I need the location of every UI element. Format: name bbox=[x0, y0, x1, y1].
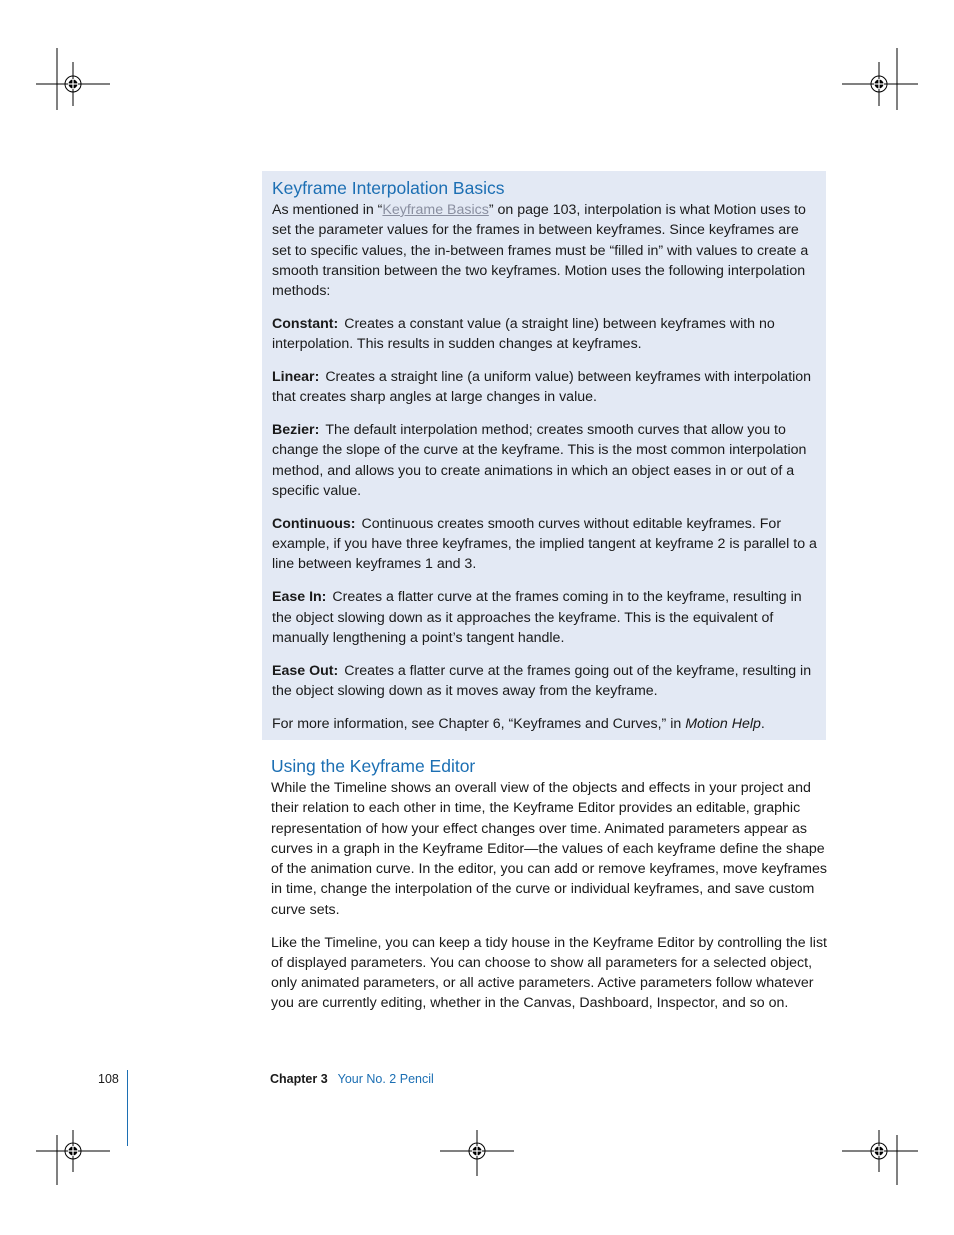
main-section bbox=[271, 754, 827, 1014]
chapter-label: Chapter 3 bbox=[270, 1072, 328, 1086]
term-label: Bezier: bbox=[272, 422, 320, 439]
sidebar-intro bbox=[272, 200, 818, 301]
more-info-text: For more information, see Chapter 6, “Keyframes and Curves,” in bbox=[272, 715, 686, 732]
motion-help-title: Motion Help bbox=[685, 715, 761, 732]
keyframe-basics-link[interactable]: Keyframe Basics bbox=[382, 202, 489, 218]
term-continuous bbox=[272, 514, 818, 575]
more-info-end: . bbox=[760, 715, 765, 732]
intro-text-before: As mentioned in “ bbox=[272, 202, 383, 218]
term-description: Continuous creates smooth curves without editable keyframes. For example, if you have three keyframes, the implied tangent at keyframe 2 is parallel to a line between keyframes 1 and 3. bbox=[272, 515, 817, 573]
term-linear bbox=[272, 367, 818, 408]
interpolation-sidebar bbox=[262, 171, 826, 740]
term-label: Ease In: bbox=[272, 589, 327, 606]
term-description: The default interpolation method; creates smooth curves that allow you to change the slope of the curve at the keyframe. This is the most common interpolation method, and allows you to create animations in which an object eases in or out of a specific value. bbox=[272, 422, 807, 500]
page-number: 108 bbox=[98, 1072, 119, 1086]
term-label: Continuous: bbox=[272, 515, 356, 532]
term-constant bbox=[272, 314, 818, 355]
term-description: Creates a flatter curve at the frames going out of the keyframe, resulting in the object slowing down as it moves away from the keyframe. bbox=[272, 662, 812, 699]
body-paragraph: Like the Timeline, you can keep a tidy house in the Keyframe Editor by controlling the list of displayed parameters. You can choose to show all parameters for a selected object, only animated parameters, or all active parameters. Active parameters follow whatever you are currently editing, whether in the Canvas, Dashboard, Inspector, and so on. bbox=[271, 934, 827, 1012]
intro-text-after: ” on page 103, interpolation is what Motion uses to set the parameter values for the frames in between keyframes. Since keyframes are set to specific values, the in-between frames must be “filled in” with values to create a smooth transition between the two keyframes. Motion uses the following interpolation methods: bbox=[272, 202, 809, 300]
term-bezier bbox=[272, 420, 818, 501]
more-info bbox=[272, 714, 818, 734]
footer-chapter bbox=[270, 1072, 434, 1086]
term-ease-out bbox=[272, 661, 818, 702]
term-description: Creates a flatter curve at the frames coming in to the keyframe, resulting in the object slowing down as it approaches the keyframe. This is the equivalent of manually lengthening a point’s tangent handle. bbox=[272, 589, 802, 646]
term-ease-in bbox=[272, 587, 818, 648]
sidebar-heading: Keyframe Interpolation Basics bbox=[272, 178, 505, 198]
sidebar-content bbox=[272, 176, 818, 734]
term-label: Linear: bbox=[272, 369, 320, 386]
term-label: Ease Out: bbox=[272, 662, 339, 679]
chapter-title: Your No. 2 Pencil bbox=[337, 1072, 434, 1086]
term-description: Creates a constant value (a straight line) between keyframes with no interpolation. This results in sudden changes at keyframes. bbox=[272, 315, 775, 353]
term-label: Constant: bbox=[272, 315, 339, 332]
section-heading: Using the Keyframe Editor bbox=[271, 756, 476, 776]
footer-divider bbox=[127, 1070, 128, 1146]
term-description: Creates a straight line (a uniform value) between keyframes with interpolation that creates sharp angles at large changes in value. bbox=[272, 369, 812, 406]
body-paragraph: While the Timeline shows an overall view of the objects and effects in your project and their relation to each other in time, the Keyframe Editor provides an editable, graphic representation of how your effect changes over time. Animated parameters appear as curves in a graph in the Keyframe Editor—the values of each keyframe define the shape of the animation curve. In the editor, you can add or remove keyframes, move keyframes in time, change the interpolation of the curve or individual keyframes, and save custom curve sets. bbox=[271, 780, 827, 918]
